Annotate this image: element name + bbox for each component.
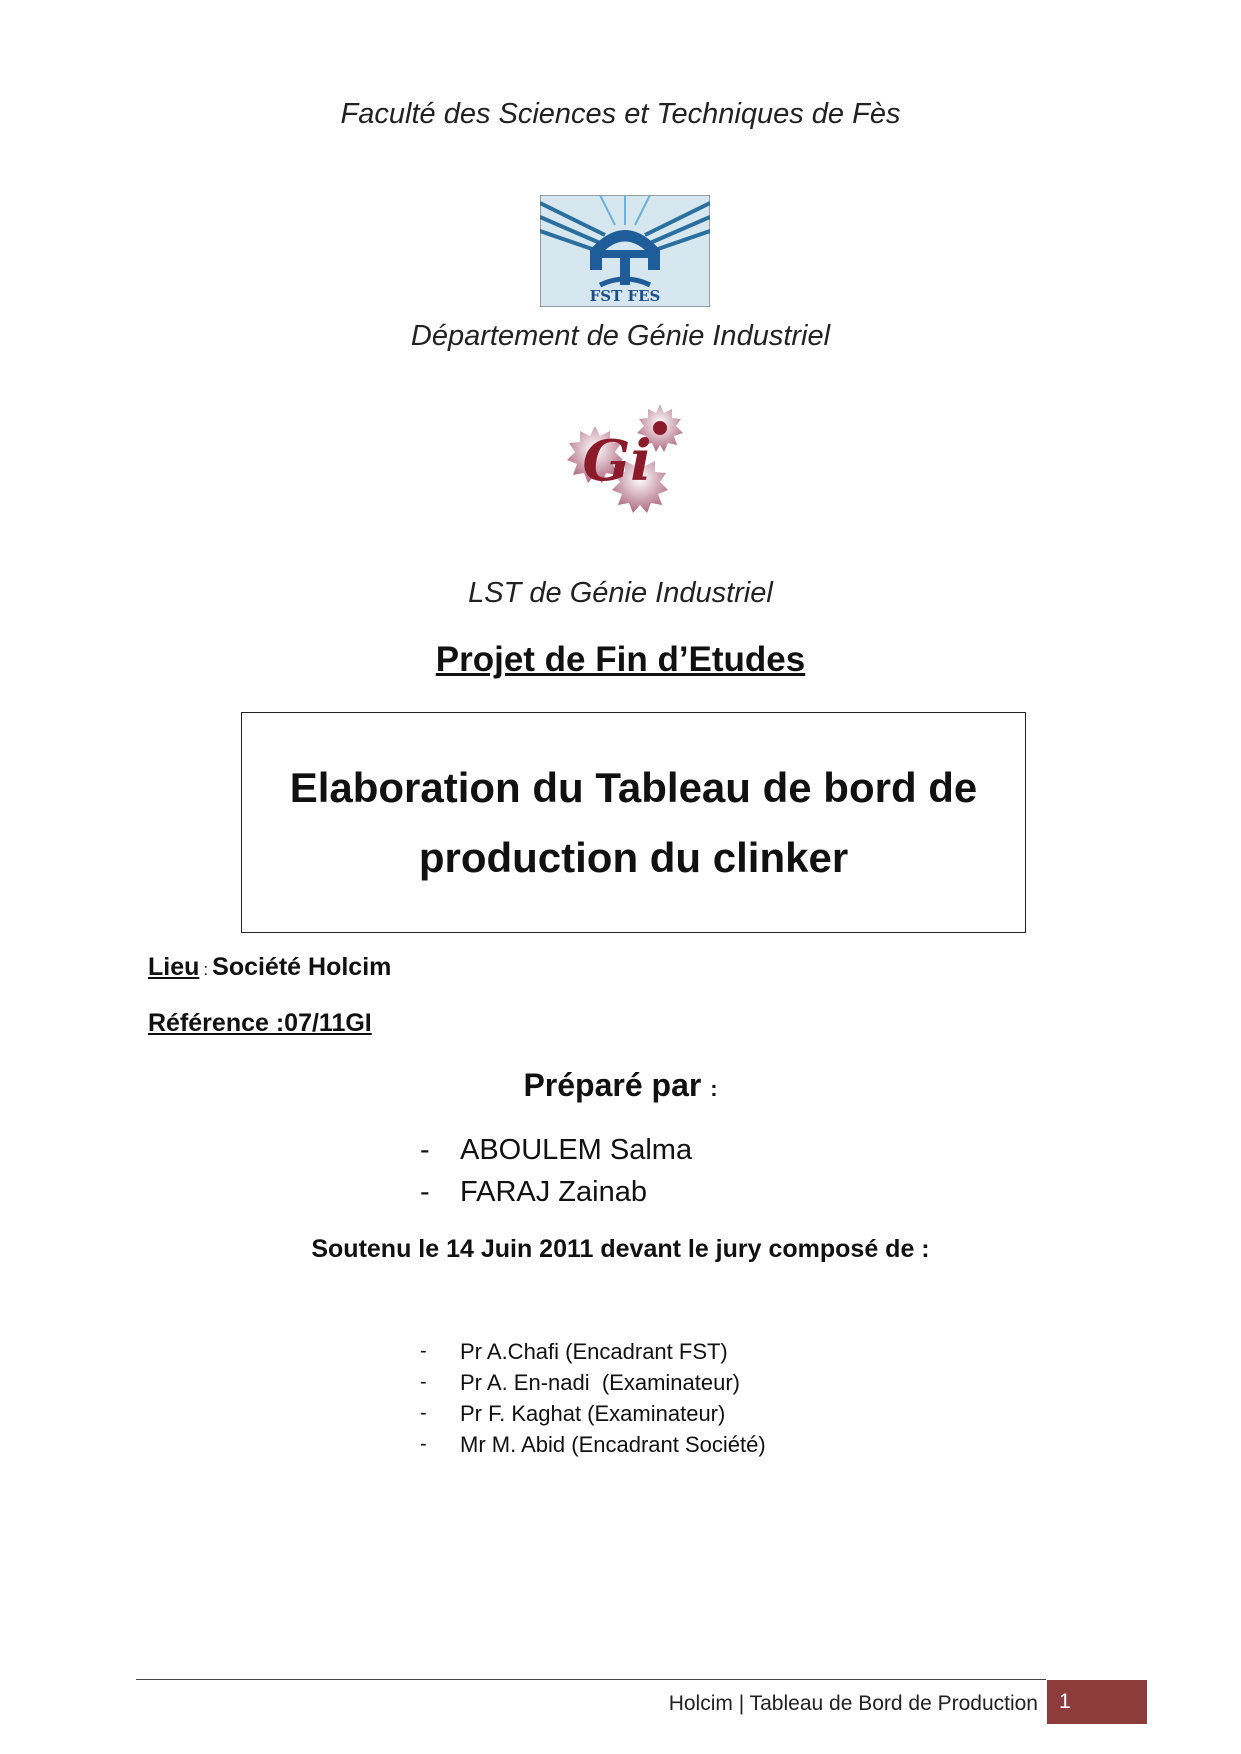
list-item: [420, 1367, 766, 1398]
jury-list: [420, 1336, 766, 1460]
list-dash: -: [420, 1175, 430, 1208]
list-item: [420, 1171, 692, 1213]
page-number-box: [1047, 1680, 1147, 1724]
location-row: [148, 953, 391, 982]
jury-member: Pr F. Kaghat (Examinateur): [460, 1400, 726, 1426]
gi-logo: [555, 398, 700, 533]
list-dash: -: [420, 1133, 430, 1166]
list-item: [420, 1398, 766, 1429]
fst-logo-text: FST FES: [589, 287, 661, 305]
location-value: Société Holcim: [212, 953, 392, 981]
list-item: [420, 1129, 692, 1171]
list-dash: -: [420, 1402, 427, 1424]
prepared-by-colon: :: [710, 1076, 718, 1101]
prepared-by-label: Préparé par: [523, 1067, 702, 1103]
jury-member: Pr A. En-nadi (Examinateur): [460, 1369, 741, 1395]
jury-member: Pr A.Chafi (Encadrant FST): [460, 1338, 728, 1364]
prepared-by-heading: [0, 1067, 1241, 1104]
project-title: Elaboration du Tableau de bord de production du clinker: [289, 763, 978, 881]
author-name: ABOULEM Salma: [460, 1133, 693, 1166]
gi-logo-text: Gi: [582, 428, 652, 494]
list-dash: -: [420, 1371, 427, 1393]
footer-divider: [136, 1679, 1046, 1680]
list-item: [420, 1336, 766, 1367]
reference: Référence :07/11GI: [148, 1009, 372, 1037]
list-dash: -: [420, 1340, 427, 1362]
faculty-name: Faculté des Sciences et Techniques de Fès: [340, 98, 901, 130]
fst-fes-logo: [540, 195, 710, 307]
footer-text: Holcim | Tableau de Bord de Production: [668, 1692, 1038, 1715]
list-item: [420, 1429, 766, 1460]
list-dash: -: [420, 1433, 427, 1455]
author-list: [420, 1129, 692, 1213]
project-type-heading: Projet de Fin d’Etudes: [435, 640, 806, 679]
department-name: Département de Génie Industriel: [410, 320, 831, 352]
author-name: FARAJ Zainab: [460, 1175, 647, 1208]
title-box: [241, 712, 1026, 933]
program-name: LST de Génie Industriel: [468, 577, 773, 609]
location-label: Lieu: [148, 953, 200, 981]
page-number: 1: [1059, 1690, 1071, 1713]
jury-member: Mr M. Abid (Encadrant Société): [460, 1431, 766, 1457]
location-separator: :: [203, 960, 209, 979]
defense-statement: Soutenu le 14 Juin 2011 devant le jury composé de :: [311, 1235, 930, 1263]
